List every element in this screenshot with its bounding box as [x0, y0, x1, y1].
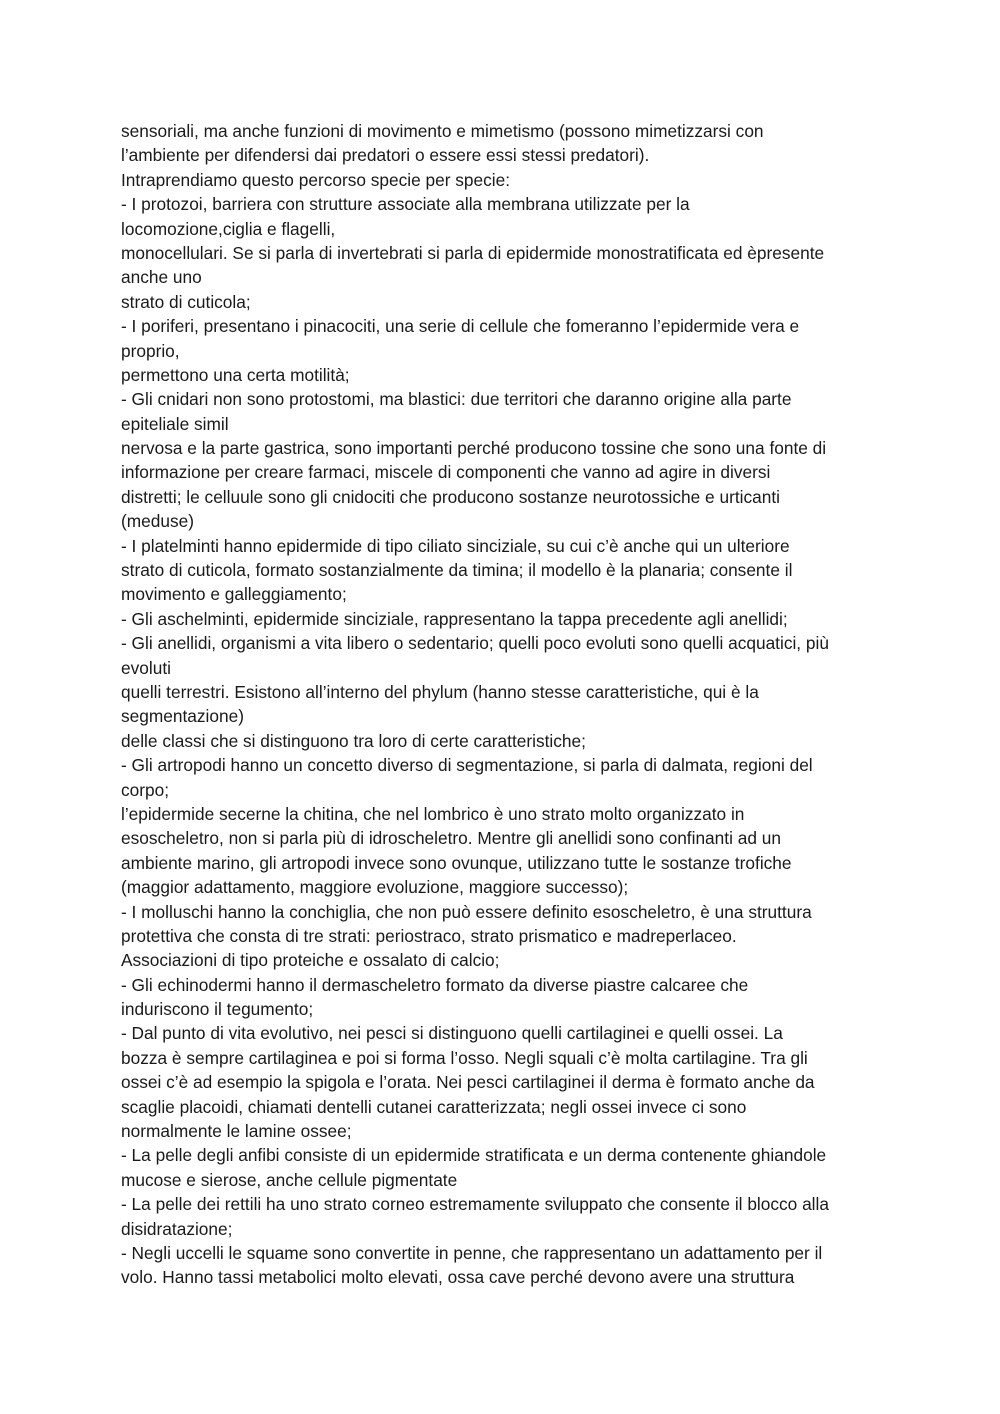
text-line: Associazioni di tipo proteiche e ossalato di calcio;	[121, 950, 500, 971]
text-line: movimento e galleggiamento;	[121, 584, 347, 605]
text-line: distretti; le celluule sono gli cnidociti che producono sostanze neurotossiche e urticanti	[121, 486, 780, 507]
text-line: induriscono il tegumento;	[121, 999, 314, 1020]
text-line: delle classi che si distinguono tra loro di certe caratteristiche;	[121, 730, 586, 751]
text-line: (maggior adattamento, maggiore evoluzione, maggiore successo);	[121, 877, 629, 898]
text-line: l’epidermide secerne la chitina, che nel lombrico è uno strato molto organizzato in	[121, 803, 745, 824]
text-line: - Gli cnidari non sono protostomi, ma blastici: due territori che daranno origine alla parte	[121, 389, 792, 410]
text-line: permettono una certa motilità;	[121, 364, 350, 385]
text-line: - Gli aschelminti, epidermide sinciziale, rappresentano la tappa precedente agli anellidi;	[121, 608, 788, 629]
text-line: - Dal punto di vita evolutivo, nei pesci si distinguono quelli cartilaginei e quelli ossei. La	[121, 1023, 783, 1044]
document-page	[121, 119, 891, 1290]
text-line: - Gli anellidi, organismi a vita libero o sedentario; quelli poco evoluti sono quelli acquatici, più	[121, 633, 829, 654]
text-line: - I platelminti hanno epidermide di tipo ciliato sinciziale, su cui c’è anche qui un ulteriore	[121, 535, 790, 556]
text-line: normalmente le lamine ossee;	[121, 1121, 352, 1142]
text-line: - I protozoi, barriera con strutture associate alla membrana utilizzate per la	[121, 194, 690, 215]
text-line: evoluti	[121, 657, 171, 678]
text-line: - Gli echinodermi hanno il dermascheletro formato da diverse piastre calcaree che	[121, 974, 749, 995]
text-line: sensoriali, ma anche funzioni di movimento e mimetismo (possono mimetizzarsi con	[121, 121, 764, 141]
text-line: protettiva che consta di tre strati: periostraco, strato prismatico e madreperlaceo.	[121, 925, 737, 946]
text-line: l’ambiente per difendersi dai predatori o essere essi stessi predatori).	[121, 145, 650, 166]
text-line: monocellulari. Se si parla di invertebrati si parla di epidermide monostratificata ed èpresente	[121, 242, 825, 263]
text-line: segmentazione)	[121, 706, 244, 727]
text-line: esoscheletro, non si parla più di idroscheletro. Mentre gli anellidi sono confinanti ad un	[121, 828, 781, 849]
text-line: ossei c’è ad esempio la spigola e l’orata. Nei pesci cartilaginei il derma è formato anche da	[121, 1072, 815, 1093]
text-line: - La pelle dei rettili ha uno strato corneo estremamente sviluppato che consente il blocco alla	[121, 1194, 829, 1215]
text-line: strato di cuticola;	[121, 291, 251, 312]
text-line: - Negli uccelli le squame sono convertite in penne, che rappresentano un adattamento per il	[121, 1242, 823, 1263]
text-line: volo. Hanno tassi metabolici molto elevati, ossa cave perché devono avere una struttura	[121, 1267, 795, 1288]
text-line: locomozione,ciglia e flagelli,	[121, 218, 336, 239]
text-line: Intraprendiamo questo percorso specie per specie:	[121, 169, 511, 190]
text-line: informazione per creare farmaci, miscele di componenti che vanno ad agire in diversi	[121, 462, 771, 483]
text-line: strato di cuticola, formato sostanzialmente da timina; il modello è la planaria; consente il	[121, 560, 793, 581]
text-line: - La pelle degli anfibi consiste di un epidermide stratificata e un derma contenente ghiandole	[121, 1145, 827, 1166]
text-block	[121, 119, 891, 1290]
text-line: corpo;	[121, 779, 170, 800]
text-line: bozza è sempre cartilaginea e poi si forma l’osso. Negli squali c’è molta cartilagine. Tra gli	[121, 1047, 808, 1068]
text-line: nervosa e la parte gastrica, sono importanti perché producono tossine che sono una fonte di	[121, 438, 827, 459]
text-line: - I poriferi, presentano i pinacociti, una serie di cellule che fomeranno l’epidermide vera e	[121, 316, 800, 337]
text-line: anche uno	[121, 267, 202, 288]
text-line: scaglie placoidi, chiamati dentelli cutanei caratterizzata; negli ossei invece ci sono	[121, 1096, 747, 1117]
text-line: disidratazione;	[121, 1218, 233, 1239]
text-line: proprio,	[121, 340, 180, 361]
text-line: mucose e sierose, anche cellule pigmentate	[121, 1169, 458, 1190]
text-line: quelli terrestri. Esistono all’interno del phylum (hanno stesse caratteristiche, qui è la	[121, 681, 759, 702]
text-line: ambiente marino, gli artropodi invece sono ovunque, utilizzano tutte le sostanze trofiche	[121, 852, 792, 873]
text-line: (meduse)	[121, 511, 194, 532]
text-line: - Gli artropodi hanno un concetto diverso di segmentazione, si parla di dalmata, regioni del	[121, 755, 813, 776]
text-line: epiteliale simil	[121, 413, 229, 434]
text-line: - I molluschi hanno la conchiglia, che non può essere definito esoscheletro, è una struttura	[121, 901, 812, 922]
